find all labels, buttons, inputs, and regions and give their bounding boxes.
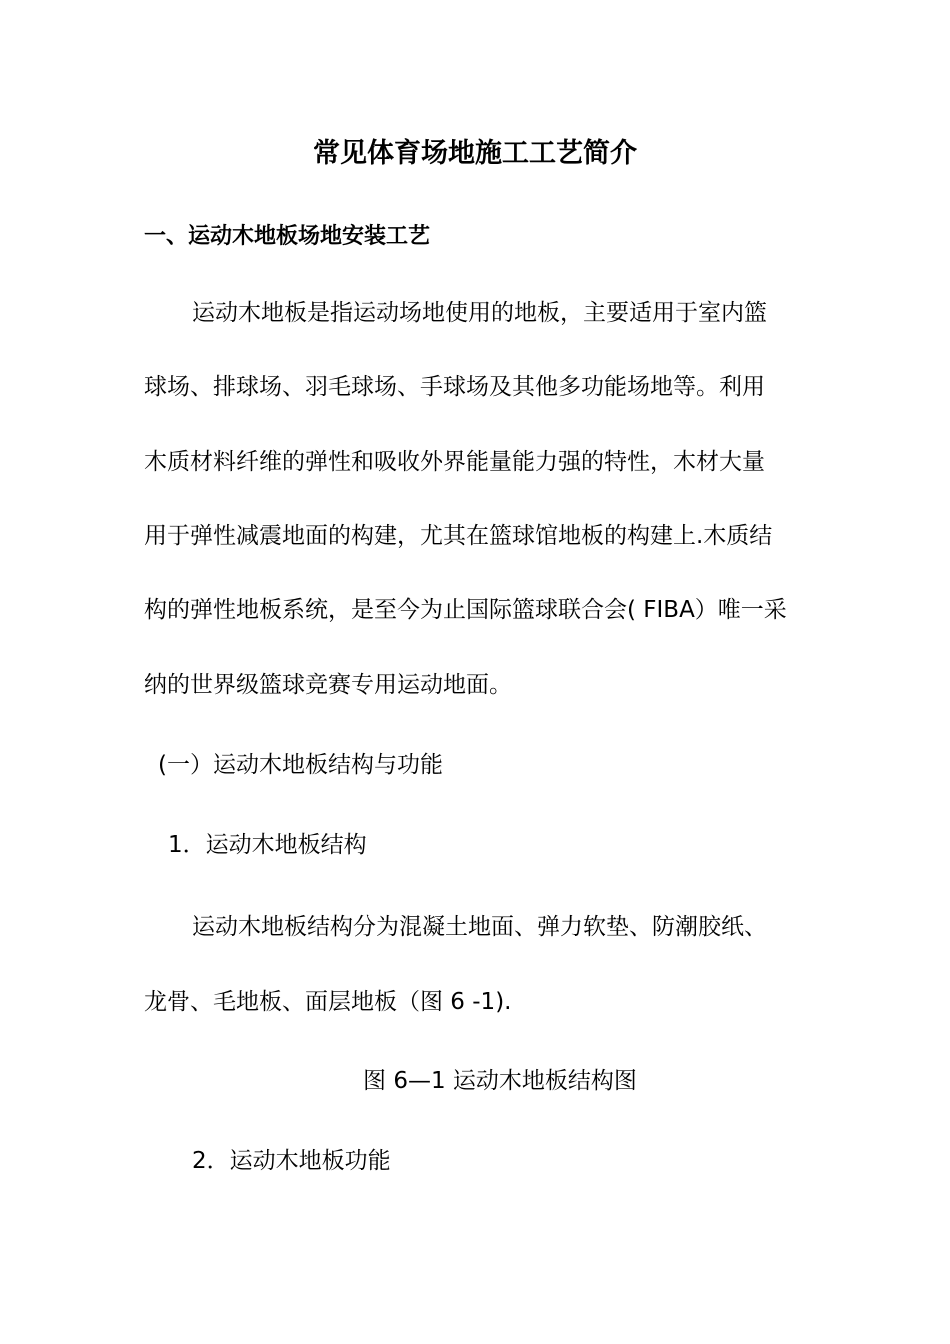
paragraph-line: 球场、排球场、羽毛球场、手球场及其他多功能场地等。利用: [144, 374, 765, 400]
paragraph-line: 木质材料纤维的弹性和吸收外界能量能力强的特性，木材大量: [144, 449, 765, 475]
paragraph-line: 纳的世界级篮球竞赛专用运动地面。: [144, 672, 512, 698]
paragraph-line: 龙骨、毛地板、面层地板（图 6 -1).: [144, 989, 512, 1015]
paragraph-line: 用于弹性减震地面的构建，尤其在篮球馆地板的构建上.木质结: [144, 523, 773, 549]
paragraph-line: 运动木地板结构分为混凝土地面、弹力软垫、防潮胶纸、: [192, 914, 767, 940]
paragraph-line: 构的弹性地板系统，是至今为止国际篮球联合会( FIBA）唯一采: [144, 597, 787, 623]
subsection-heading: (一）运动木地板结构与功能: [158, 752, 443, 778]
figure-caption: 图 6—1 运动木地板结构图: [363, 1068, 637, 1094]
paragraph-line: 运动木地板是指运动场地使用的地板，主要适用于室内篮: [192, 300, 767, 326]
item-heading: 1．运动木地板结构: [168, 832, 367, 858]
page-title: 常见体育场地施工工艺简介: [313, 138, 637, 169]
section-heading: 一、运动木地板场地安装工艺: [144, 224, 431, 249]
item-heading: 2．运动木地板功能: [192, 1148, 391, 1174]
